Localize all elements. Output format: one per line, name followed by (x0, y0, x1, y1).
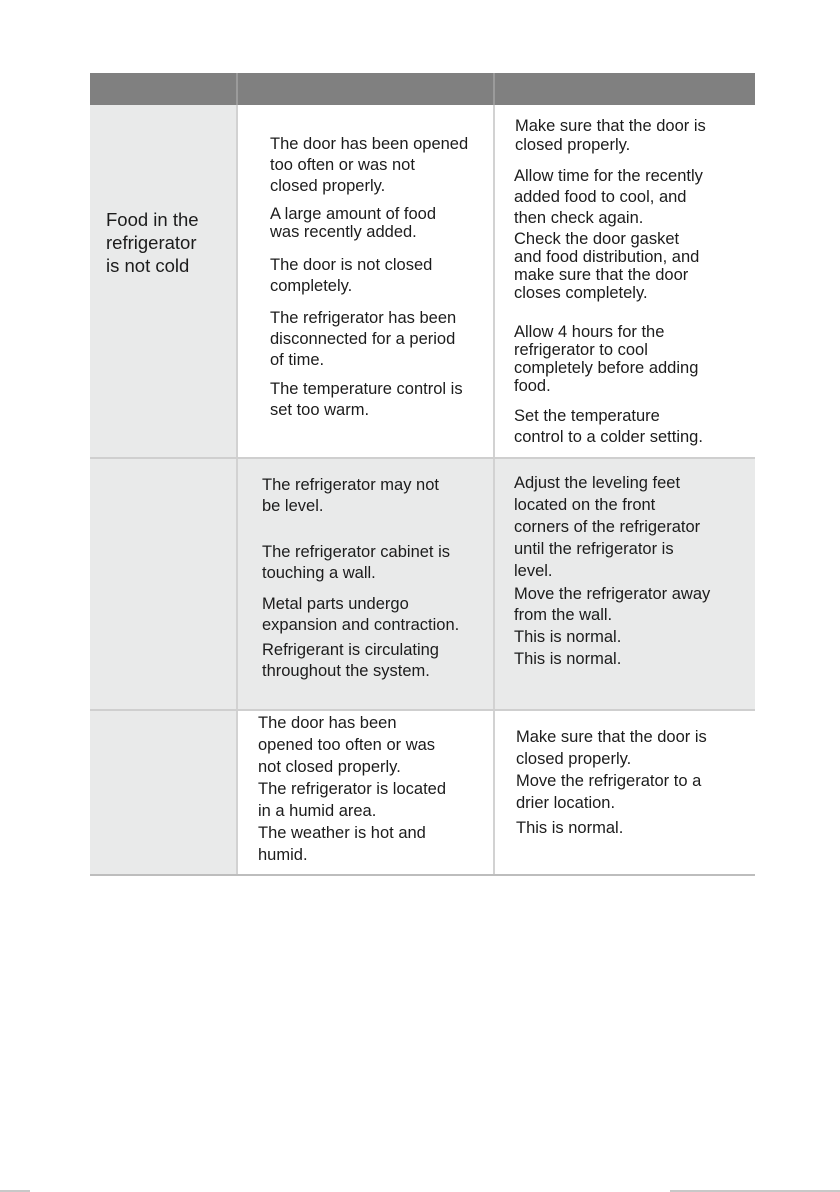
problem-cell-row1 (90, 105, 236, 457)
solution-text: Make sure that the door is closed properly. (516, 728, 707, 768)
column-divider (493, 105, 495, 876)
cause-text: A large amount of food was recently added. (270, 205, 437, 241)
cause-text: The door has been opened too often or was not closed properly. (270, 135, 469, 195)
cause-text: The refrigerator may not be level. (262, 476, 439, 515)
cause-text: The weather is hot and humid. (258, 824, 426, 864)
cause-text: Metal parts undergo expansion and contraction. (262, 595, 460, 634)
solution-text: Set the temperature control to a colder setting. (514, 407, 703, 446)
cause-text: Refrigerant is circulating throughout the system. (262, 641, 439, 680)
header-divider (236, 73, 238, 105)
solution-text: Check the door gasket and food distribution, and make sure that the door closes completely. (514, 230, 700, 302)
cause-text: The door has been opened too often or was not closed properly. (258, 714, 436, 776)
solution-text: Allow 4 hours for the refrigerator to cool completely before adding food. (514, 323, 699, 395)
problem-text: Food in the refrigerator is not cold (106, 209, 199, 276)
table-header (90, 73, 755, 105)
problem-cell-row3 (90, 711, 236, 874)
table-bottom-border (90, 874, 755, 876)
cause-text: The refrigerator is located in a humid area. (258, 780, 447, 820)
header-divider (493, 73, 495, 105)
solution-text: Allow time for the recently added food to cool, and then check again. (514, 167, 703, 227)
problem-cell-row2 (90, 459, 236, 709)
solution-text: This is normal. (514, 628, 622, 646)
solution-text: Move the refrigerator away from the wall. (514, 585, 711, 624)
row-divider (90, 709, 755, 711)
solution-text: This is normal. (516, 819, 624, 837)
solution-text: This is normal. (514, 650, 622, 668)
cause-text: The door is not closed completely. (270, 256, 433, 295)
solution-text: Make sure that the door is closed properly. (515, 117, 706, 154)
column-divider (236, 105, 238, 876)
cause-text: The temperature control is set too warm. (270, 380, 463, 419)
solution-text: Adjust the leveling feet located on the front corners of the refrigerator until the refrigerator is level. (514, 474, 701, 580)
cause-text: The refrigerator cabinet is touching a wall. (262, 543, 451, 582)
cause-text: The refrigerator has been disconnected for a period of time. (270, 309, 457, 369)
solution-text: Move the refrigerator to a drier location. (516, 772, 702, 812)
row-divider (90, 457, 755, 459)
